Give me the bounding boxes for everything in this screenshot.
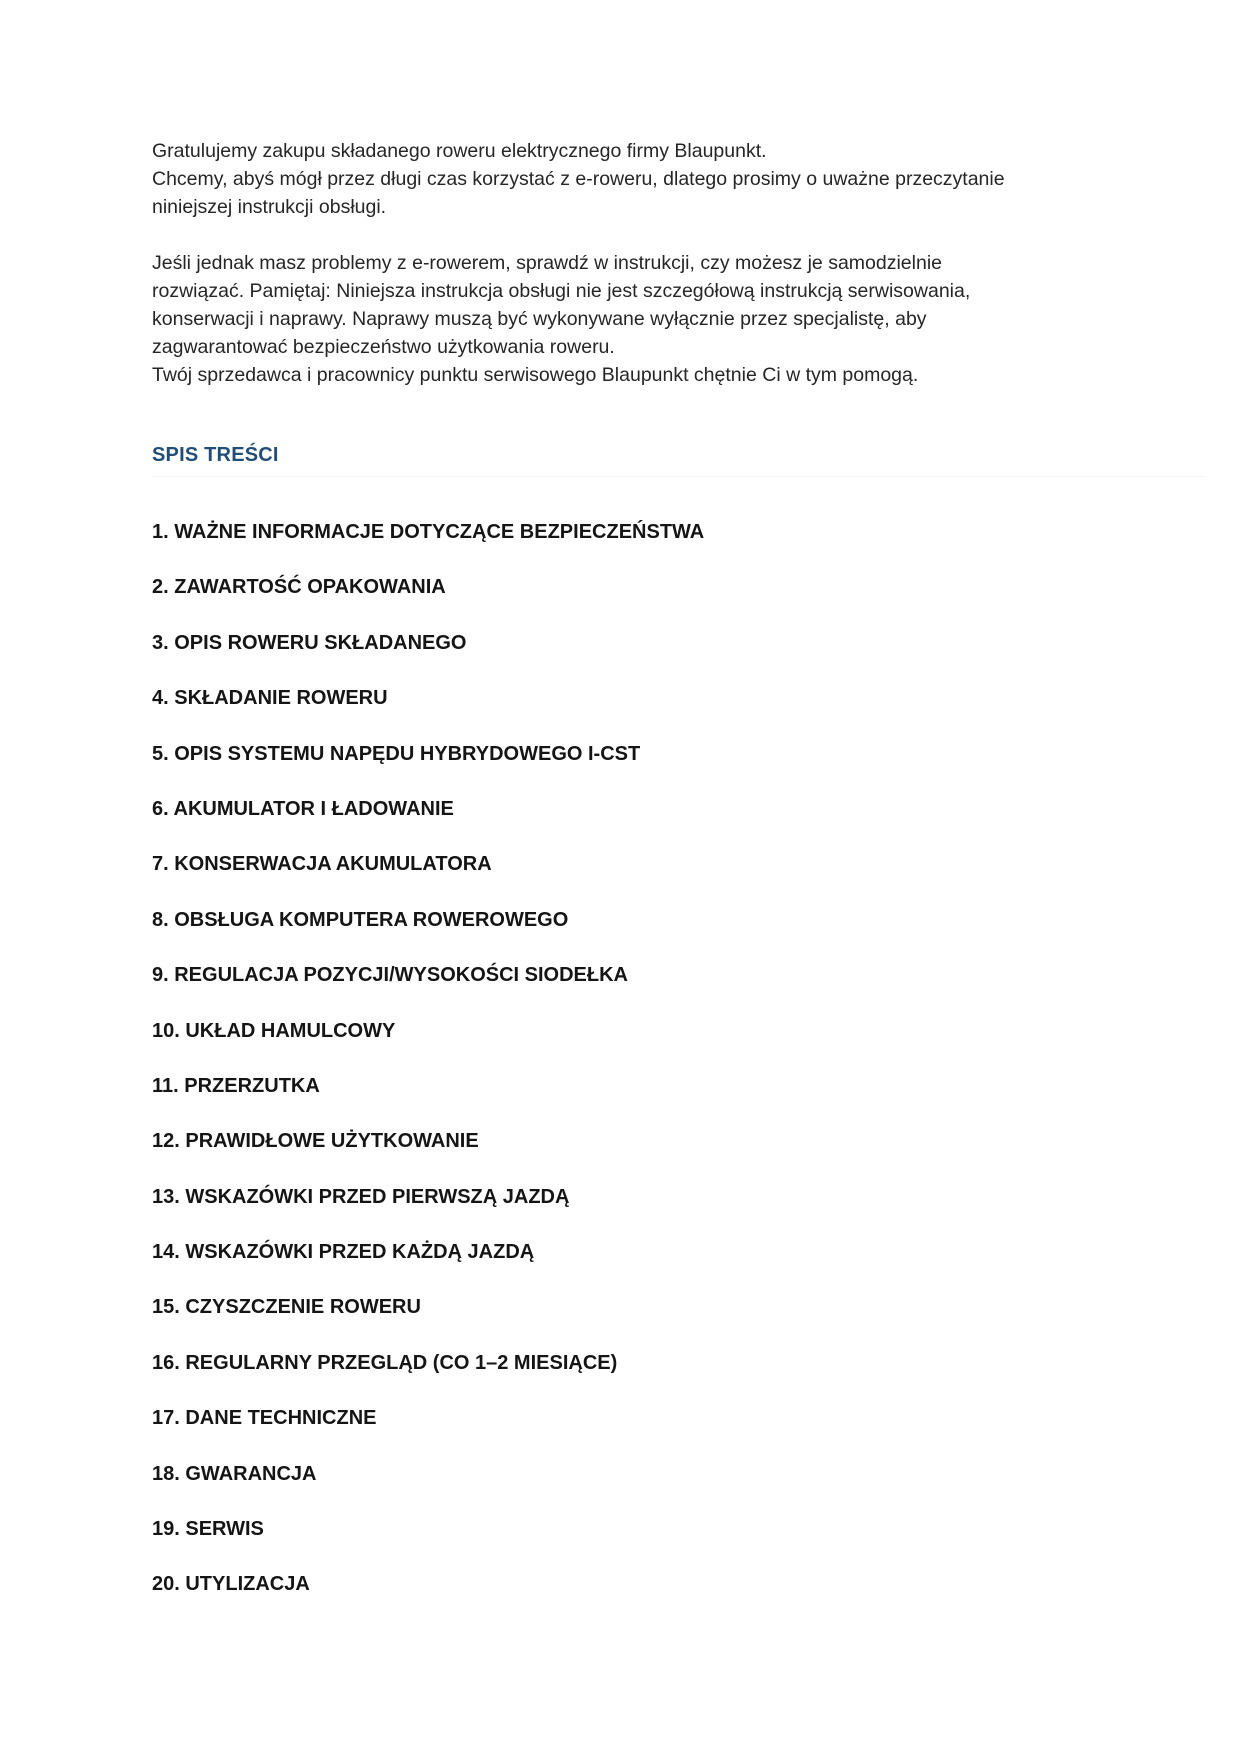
toc-item: 12. PRAWIDŁOWE UŻYTKOWANIE — [152, 1130, 479, 1153]
toc-item: 11. PRZERZUTKA — [152, 1074, 320, 1097]
toc-item: 5. OPIS SYSTEMU NAPĘDU HYBRYDOWEGO I-CST — [152, 742, 641, 765]
intro-line: zagwarantować bezpieczeństwo użytkowania roweru. — [152, 336, 615, 358]
toc-item: 4. SKŁADANIE ROWERU — [152, 687, 388, 710]
toc-item: 6. AKUMULATOR I ŁADOWANIE — [152, 797, 454, 820]
toc-item: 9. REGULACJA POZYCJI/WYSOKOŚCI SIODEŁKA — [152, 964, 628, 987]
intro-line: niniejszej instrukcji obsługi. — [152, 196, 387, 218]
intro-line: Jeśli jednak masz problemy z e-rowerem, sprawdź w instrukcji, czy możesz je samodzielnie — [152, 252, 943, 274]
intro-text — [152, 137, 1092, 389]
toc-item: 3. OPIS ROWERU SKŁADANEGO — [152, 631, 467, 654]
toc-item: 13. WSKAZÓWKI PRZED PIERWSZĄ JAZDĄ — [152, 1185, 570, 1208]
toc-item: 17. DANE TECHNICZNE — [152, 1407, 377, 1430]
toc-item: 10. UKŁAD HAMULCOWY — [152, 1019, 396, 1042]
toc-item: 20. UTYLIZACJA — [152, 1573, 310, 1596]
intro-line: konserwacji i naprawy. Naprawy muszą być wykonywane wyłącznie przez specjalistę, aby — [152, 308, 927, 330]
toc-item: 1. WAŻNE INFORMACJE DOTYCZĄCE BEZPIECZEŃSTWA — [152, 521, 705, 543]
toc-divider — [152, 476, 1204, 477]
toc-item: 14. WSKAZÓWKI PRZED KAŻDĄ JAZDĄ — [152, 1241, 535, 1264]
intro-line: Gratulujemy zakupu składanego roweru elektrycznego firmy Blaupunkt. — [152, 140, 767, 162]
toc-list — [152, 518, 704, 1626]
toc-item: 2. ZAWARTOŚĆ OPAKOWANIA — [152, 576, 446, 599]
intro-line: rozwiązać. Pamiętaj: Niniejsza instrukcja obsługi nie jest szczegółową instrukcją serwisowania, — [152, 280, 971, 302]
toc-item: 15. CZYSZCZENIE ROWERU — [152, 1296, 421, 1319]
toc-item: 18. GWARANCJA — [152, 1462, 317, 1485]
toc-item: 8. OBSŁUGA KOMPUTERA ROWEROWEGO — [152, 908, 569, 931]
intro-line: Twój sprzedawca i pracownicy punktu serwisowego Blaupunkt chętnie Ci w tym pomogą. — [152, 364, 919, 386]
toc-item: 16. REGULARNY PRZEGLĄD (CO 1–2 MIESIĄCE) — [152, 1351, 618, 1374]
toc-item: 7. KONSERWACJA AKUMULATORA — [152, 853, 492, 876]
intro-line: Chcemy, abyś mógł przez długi czas korzystać z e-roweru, dlatego prosimy o uważne przeczytanie — [152, 168, 1005, 190]
paragraph-gap — [152, 221, 1092, 249]
toc-item: 19. SERWIS — [152, 1518, 264, 1541]
toc-heading: SPIS TREŚCI — [152, 444, 279, 466]
